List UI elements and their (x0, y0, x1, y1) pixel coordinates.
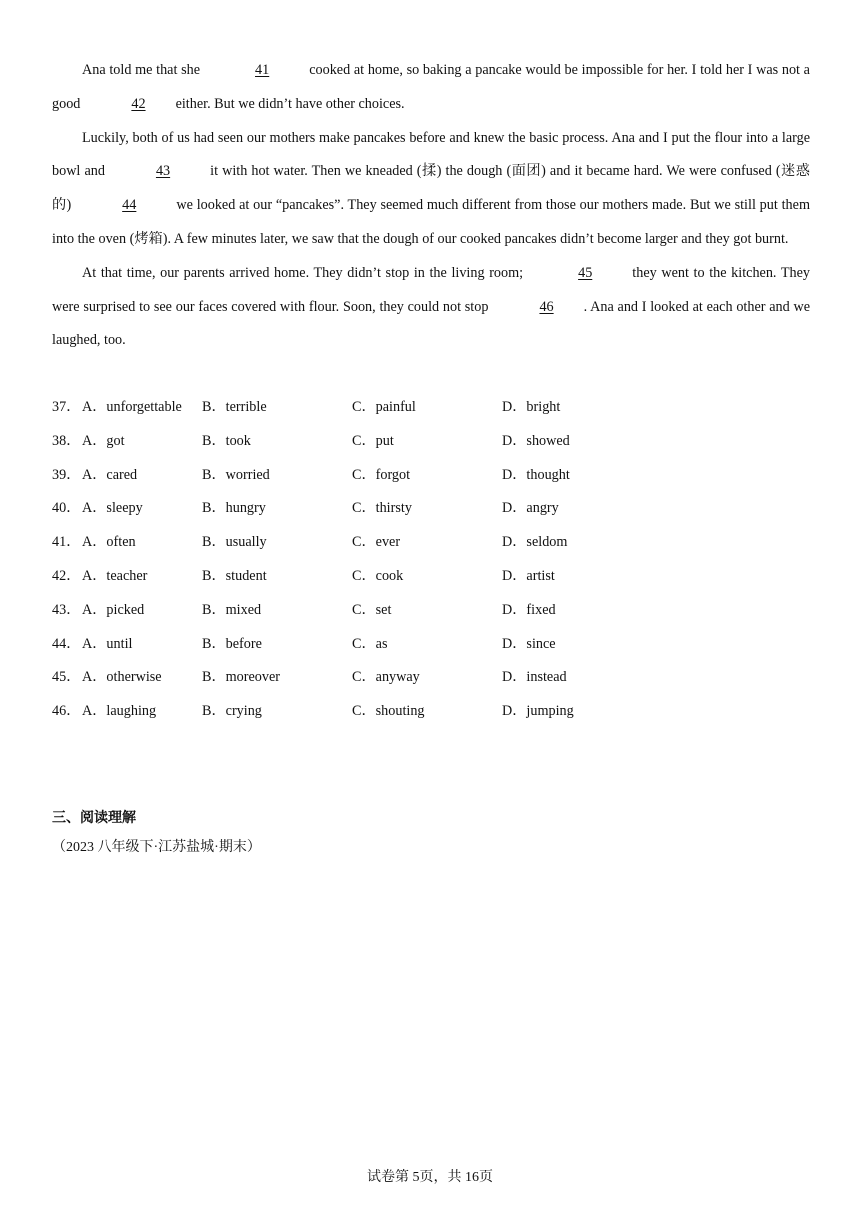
question-number: 43． (52, 601, 81, 618)
option-b: B．student (202, 567, 267, 584)
option-d: D．seldom (502, 534, 568, 551)
option-c: C．as (352, 635, 388, 652)
option-d: D．since (502, 635, 556, 652)
option-c: C．set (352, 601, 392, 618)
option-a: A．otherwise (82, 669, 162, 686)
option-d: D．instead (502, 669, 567, 686)
question-number: 38． (52, 432, 81, 449)
option-a: A．got (82, 432, 125, 449)
option-c: C．put (352, 432, 394, 449)
paragraph-text: . Ana and I looked at each other and we laughed, too. (52, 298, 810, 349)
option-a: A．picked (82, 601, 145, 618)
option-a: A．unforgettable (82, 399, 182, 415)
option-c: C．thirsty (352, 500, 412, 517)
question-number: 41． (52, 534, 81, 551)
option-b: B．hungry (202, 500, 266, 517)
blank-41: 41 (255, 62, 270, 78)
option-b: B．crying (202, 703, 262, 720)
paragraph-text: cooked at home, so baking a pancake would be impossible for her. I told her I was not a good (52, 62, 810, 112)
cloze-passage (52, 54, 810, 358)
option-b: B．terrible (202, 399, 267, 415)
option-c: C．shouting (352, 703, 425, 720)
option-d: D．fixed (502, 601, 556, 618)
option-d: D．bright (502, 399, 561, 415)
paragraph-2 (52, 122, 810, 257)
option-c: C．ever (352, 534, 401, 551)
paragraph-text: they went to the kitchen. They were surprised to see our faces covered with flour. Soon, they could not stop (52, 264, 811, 315)
option-d: D．showed (502, 432, 570, 449)
question-number: 46． (52, 703, 81, 720)
blank-45: 45 (578, 264, 593, 281)
blank-42: 42 (131, 95, 146, 112)
option-b: B．before (202, 635, 262, 652)
paragraph-3 (52, 257, 810, 358)
option-b: B．took (202, 432, 251, 449)
section-title: 三、阅读理解 (52, 810, 136, 826)
option-c: C．painful (352, 399, 416, 415)
paragraph-1 (52, 54, 810, 122)
blank-46: 46 (539, 298, 554, 315)
paragraph-text: At that time, our parents arrived home. They didn’t stop in the living room; (82, 264, 524, 281)
question-number: 37． (52, 399, 81, 415)
question-number: 39． (52, 466, 81, 483)
paragraph-text: we looked at our “pancakes”. They seemed much different from those our mothers made. But we still put them into the oven (烤箱). A few minutes later, we saw that the dough of our cooked pancakes didn’t become larger and they got burnt. (52, 197, 810, 247)
option-a: A．laughing (82, 703, 157, 720)
paragraph-text: it with hot water. Then we kneaded (揉) the dough (面团) and it became hard. We were confused (迷惑的) (52, 163, 810, 214)
option-d: D．thought (502, 466, 570, 483)
option-a: A．until (82, 635, 133, 652)
option-b: B．worried (202, 466, 270, 483)
option-b: B．moreover (202, 669, 281, 686)
option-a: A．cared (82, 466, 138, 483)
option-c: C．anyway (352, 669, 420, 686)
question-number: 40． (52, 500, 81, 517)
option-a: A．teacher (82, 567, 148, 584)
option-d: D．angry (502, 500, 559, 517)
option-d: D．jumping (502, 703, 574, 720)
option-a: A．often (82, 534, 136, 551)
paragraph-text: either. But we didn’t have other choices. (175, 95, 405, 112)
blank-44: 44 (122, 197, 137, 214)
paragraph-text: Luckily, both of us had seen our mothers make pancakes before and knew the basic process. Ana and I put the flour into a large bowl and (52, 129, 810, 180)
option-c: C．cook (352, 567, 404, 584)
page-footer: 试卷第 5页，共 16页 (367, 1170, 493, 1185)
question-number: 42． (52, 567, 81, 584)
section-source: （2023 八年级下·江苏盐城·期末） (52, 840, 261, 855)
option-b: B．usually (202, 534, 267, 551)
question-number: 45． (52, 669, 81, 686)
option-d: D．artist (502, 567, 555, 584)
option-c: C．forgot (352, 466, 411, 483)
paragraph-text: Ana told me that she (82, 62, 201, 78)
blank-43: 43 (155, 163, 171, 180)
question-number: 44． (52, 635, 81, 652)
option-b: B．mixed (202, 601, 262, 618)
option-a: A．sleepy (82, 500, 143, 517)
